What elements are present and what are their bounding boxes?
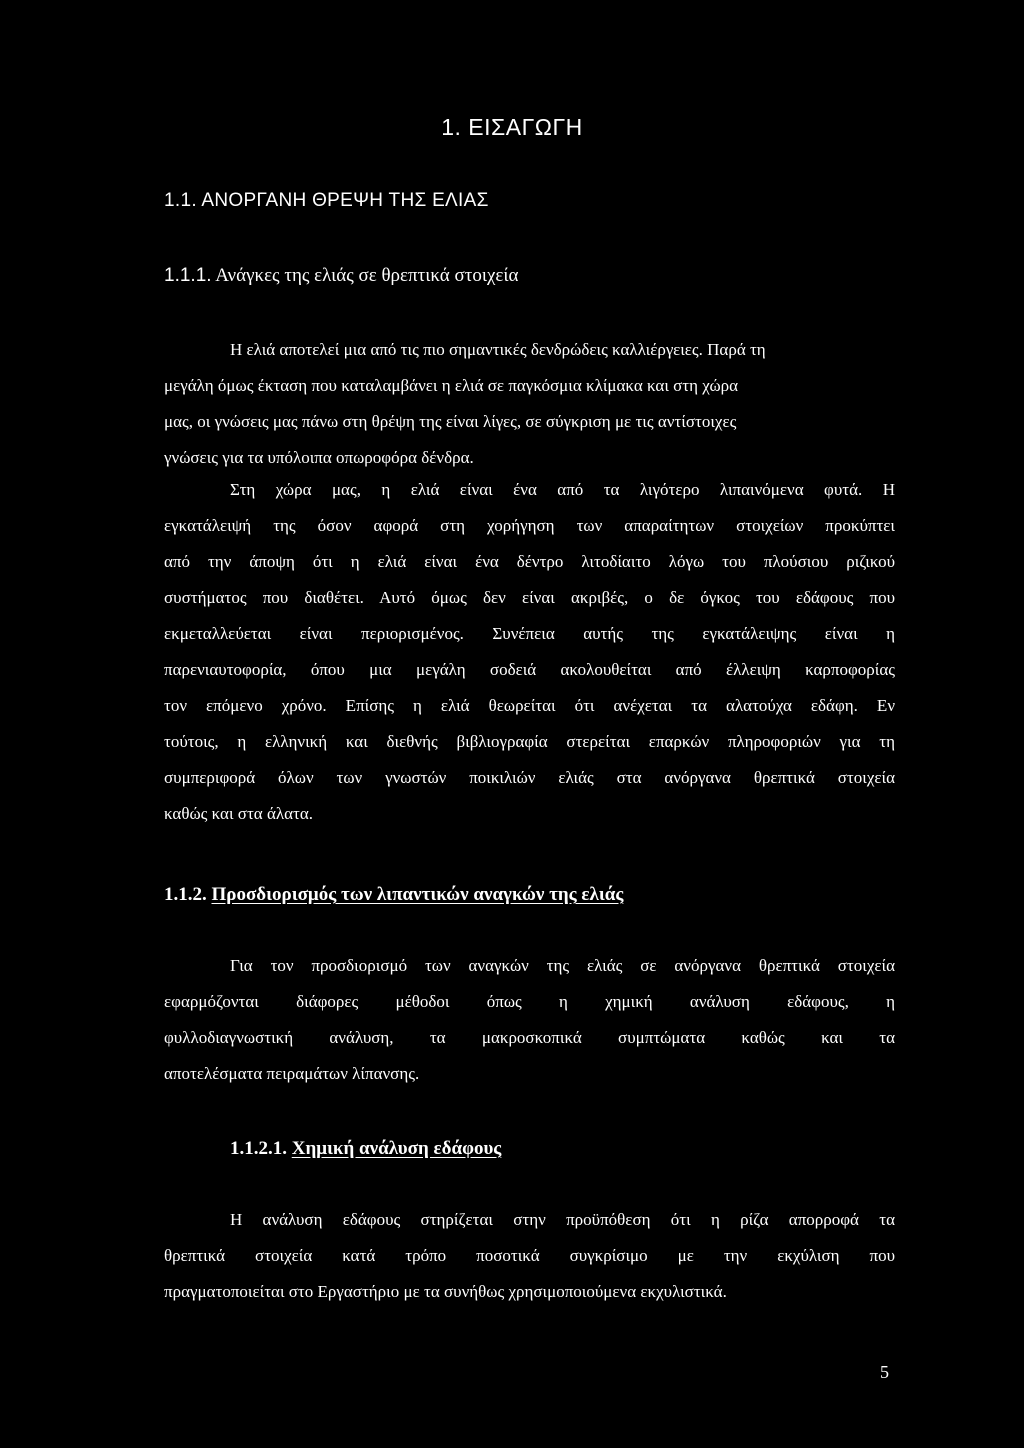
paragraph-line: εγκατάλειψή της όσον αφορά στη χορήγηση των απαραίτητων στοιχείων προκύπτει (164, 516, 895, 535)
paragraph-line: γνώσεις για τα υπόλοιπα οπωροφόρα δένδρα. (164, 448, 474, 467)
paragraph-line: εφαρμόζονται διάφορες μέθοδοι όπως η χημική ανάλυση εδάφους, η (164, 992, 895, 1011)
paragraph-line: μας, οι γνώσεις μας πάνω στη θρέψη της είναι λίγες, σε σύγκριση με τις αντίστοιχες (164, 412, 737, 431)
paragraph-3-first-line: Για τον προσδιορισμό των αναγκών της ελιάς σε ανόργανα θρεπτικά στοιχεία (230, 956, 895, 975)
paragraph-line: θρεπτικά στοιχεία κατά τρόπο ποσοτικά συγκρίσιμο με την εκχύλιση που (164, 1246, 895, 1265)
paragraph-line: φυλλοδιαγνωστική ανάλυση, τα μακροσκοπικά συμπτώματα καθώς και τα (164, 1028, 895, 1047)
chapter-title: 1. ΕΙΣΑΓΩΓΗ (441, 114, 583, 140)
paragraph-line: από την άποψη ότι η ελιά είναι ένα δέντρο λιτοδίαιτο λόγω του πλούσιου ριζικού (164, 552, 895, 571)
paragraph-line: συστήματος που διαθέτει. Αυτό όμως δεν είναι ακριβές, ο δε όγκος του εδάφους που (164, 588, 895, 607)
paragraph-4-first-line: Η ανάλυση εδάφους στηρίζεται στην προϋπόθεση ότι η ρίζα απορροφά τα (230, 1210, 895, 1229)
paragraph-line: συμπεριφορά όλων των γνωστών ποικιλιών ελιάς στα ανόργανα θρεπτικά στοιχεία (164, 768, 895, 787)
paragraph-line: τον επόμενο χρόνο. Επίσης η ελιά θεωρείται ότι ανέχεται τα αλατούχα εδάφη. Εν (164, 696, 895, 715)
subsection-number: 1.1.2.1. (230, 1138, 287, 1159)
subsection-title: Χημική ανάλυση εδάφους (291, 1138, 502, 1159)
subsection-title: Προσδιορισμός των λιπαντικών αναγκών της ελιάς (211, 884, 624, 905)
section-heading: 1.1. ΑΝΟΡΓΑΝΗ ΘΡΕΨΗ ΤΗΣ ΕΛΙΑΣ (164, 190, 489, 211)
subsection-heading-1-1-2 (164, 884, 623, 906)
paragraph-4 (164, 1238, 895, 1310)
paragraph-line: Η ελιά αποτελεί μια από τις πιο σημαντικές δενδρώδεις καλλιέργειες. Παρά τη (230, 340, 766, 359)
paragraph-line: αποτελέσματα πειραμάτων λίπανσης. (164, 1064, 420, 1083)
subsection-heading-1-1-1 (164, 265, 518, 287)
subsection-number: 1.1.1. (164, 265, 212, 286)
paragraph-2 (164, 508, 895, 832)
paragraph-line: παρενιαυτοφορία, όπου μια μεγάλη σοδειά ακολουθείται από έλλειψη καρποφορίας (164, 660, 895, 679)
paragraph-line: καθώς και στα άλατα. (164, 804, 313, 823)
paragraph-3 (164, 984, 895, 1092)
subsection-heading-1-1-2-1 (230, 1138, 501, 1160)
subsection-title: Ανάγκες της ελιάς σε θρεπτικά στοιχεία (215, 265, 519, 286)
paragraph-2-first-line: Στη χώρα μας, η ελιά είναι ένα από τα λιγότερο λιπαινόμενα φυτά. Η (230, 480, 895, 499)
paragraph-line: πραγματοποιείται στο Εργαστήριο με τα συνήθως χρησιμοποιούμενα εκχυλιστικά. (164, 1282, 727, 1301)
page-number: 5 (880, 1362, 889, 1382)
paragraph-line: μεγάλη όμως έκταση που καταλαμβάνει η ελιά σε παγκόσμια κλίμακα και στη χώρα (164, 376, 739, 395)
paragraph-line: εκμεταλλεύεται είναι περιορισμένος. Συνέπεια αυτής της εγκατάλειψης είναι η (164, 624, 895, 643)
paragraph-line: τούτοις, η ελληνική και διεθνής βιβλιογραφία στερείται επαρκών πληροφοριών για τη (164, 732, 895, 751)
subsection-number: 1.1.2. (164, 884, 207, 905)
